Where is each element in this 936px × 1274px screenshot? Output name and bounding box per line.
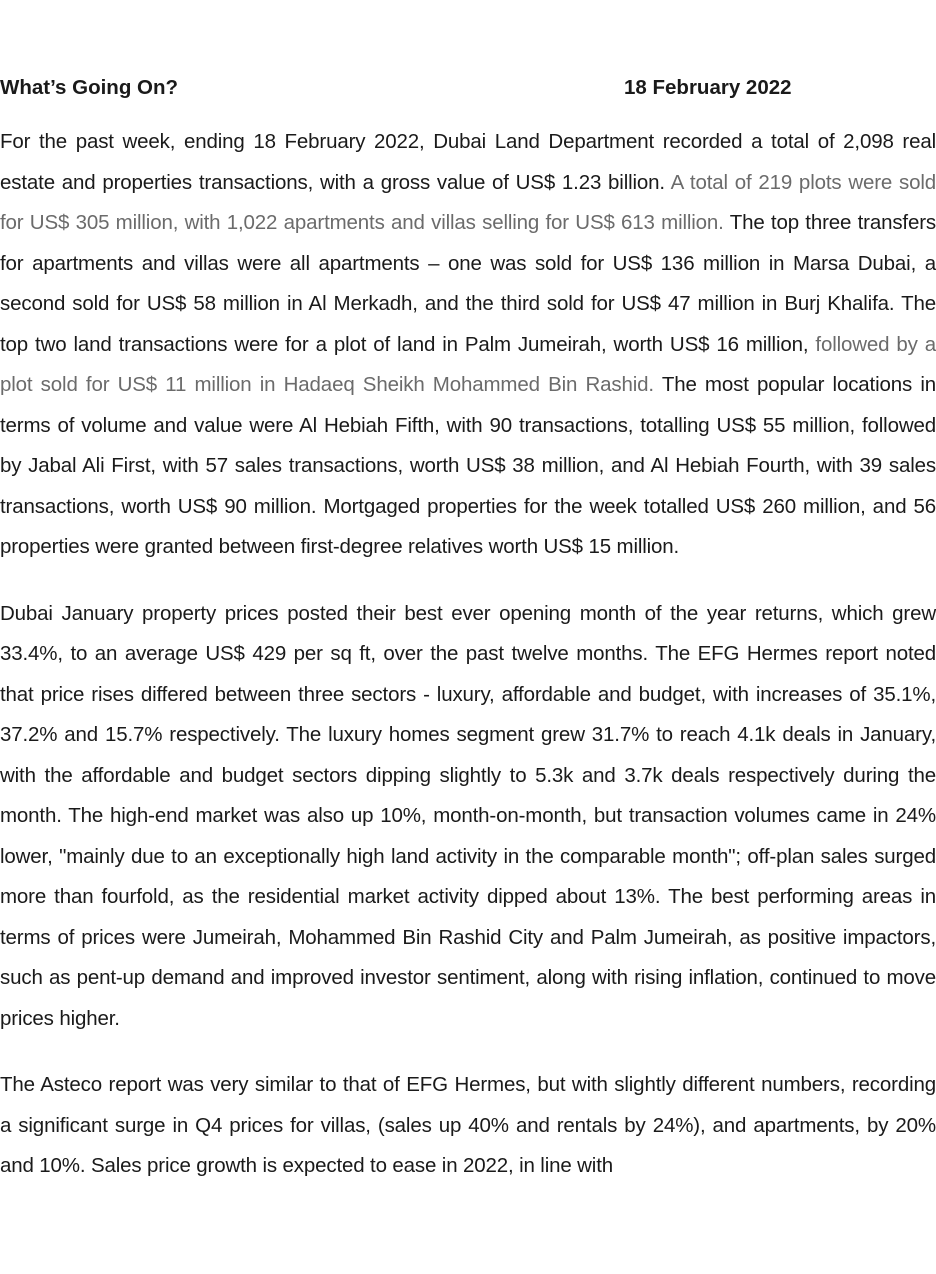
text-segment: For the past week, ending 18 February 2022, Dubai Land Department recorded a total of 2,098 real estate and properties transactions, with a gross value of US$ 1.23 billion. [0,130,936,194]
page-title: What’s Going On? [0,76,179,99]
paragraph-january-prices: Dubai January property prices posted their best ever opening month of the year returns, which grew 33.4%, to an average US$ 429 per sq ft, over the past twelve months. The EFG Hermes report noted that price rises differed between three sectors - luxury, affordable and budget, with increases of 35.1%, 37.2% and 15.7% respectively. The luxury homes segment grew 31.7% to reach 4.1k deals in January, with the affordable and budget sectors dipping slightly to 5.3k and 3.7k deals respectively during the month. The high-end market was also up 10%, month-on-month, but transaction volumes came in 24% lower, "mainly due to an exceptionally high land activity in the comparable month"; off-plan sales surged more than fourfold, as the residential market activity dipped about 13%. The best performing areas in terms of prices were Jumeirah, Mohammed Bin Rashid City and Palm Jumeirah, as positive impactors, such as pent-up demand and improved investor sentiment, along with rising inflation, continued to move prices higher. [0,601,936,1030]
text-segment: The most popular locations in terms of volume and value were Al Hebiah Fifth, with 90 transactions, totalling US$ 55 million, followed by Jabal Ali First, with 57 sales transactions, worth US$ 38 million, and Al Hebiah Fourth, with 39 sales transactions, worth US$ 90 million. Mortgaged properties for the week totalled US$ 260 million, and 56 properties were granted between first-degree relatives worth US$ 15 million. [0,373,936,558]
document-page [0,70,936,1187]
highlighted-text-segment: followed by a plot sold for US$ 11 million in Hadaeq Sheikh Mohammed Bin Rashid. [0,332,936,396]
text-segment: The top three transfers for apartments and villas were all apartments – one was sold for US$ 136 million in Marsa Dubai, a second sold for US$ 58 million in Al Merkadh, and the third sold for US$ 47 million in Burj Khalifa. The top two land transactions were for a plot of land in Palm Jumeirah, worth US$ 16 million, [0,211,936,356]
paragraph-weekly-transactions [0,122,936,568]
publication-date: 18 February 2022 [624,76,792,99]
paragraph-asteco-report: The Asteco report was very similar to that of EFG Hermes, but with slightly different numbers, recording a significant surge in Q4 prices for villas, (sales up 40% and rentals by 24%), and apartments, by 20% and 10%. Sales price growth is expected to ease in 2022, in line with [0,1073,936,1177]
document-header [0,70,936,110]
highlighted-text-segment: A total of 219 plots were sold for US$ 305 million, with 1,022 apartments and villas selling for US$ 613 million. [0,170,936,234]
